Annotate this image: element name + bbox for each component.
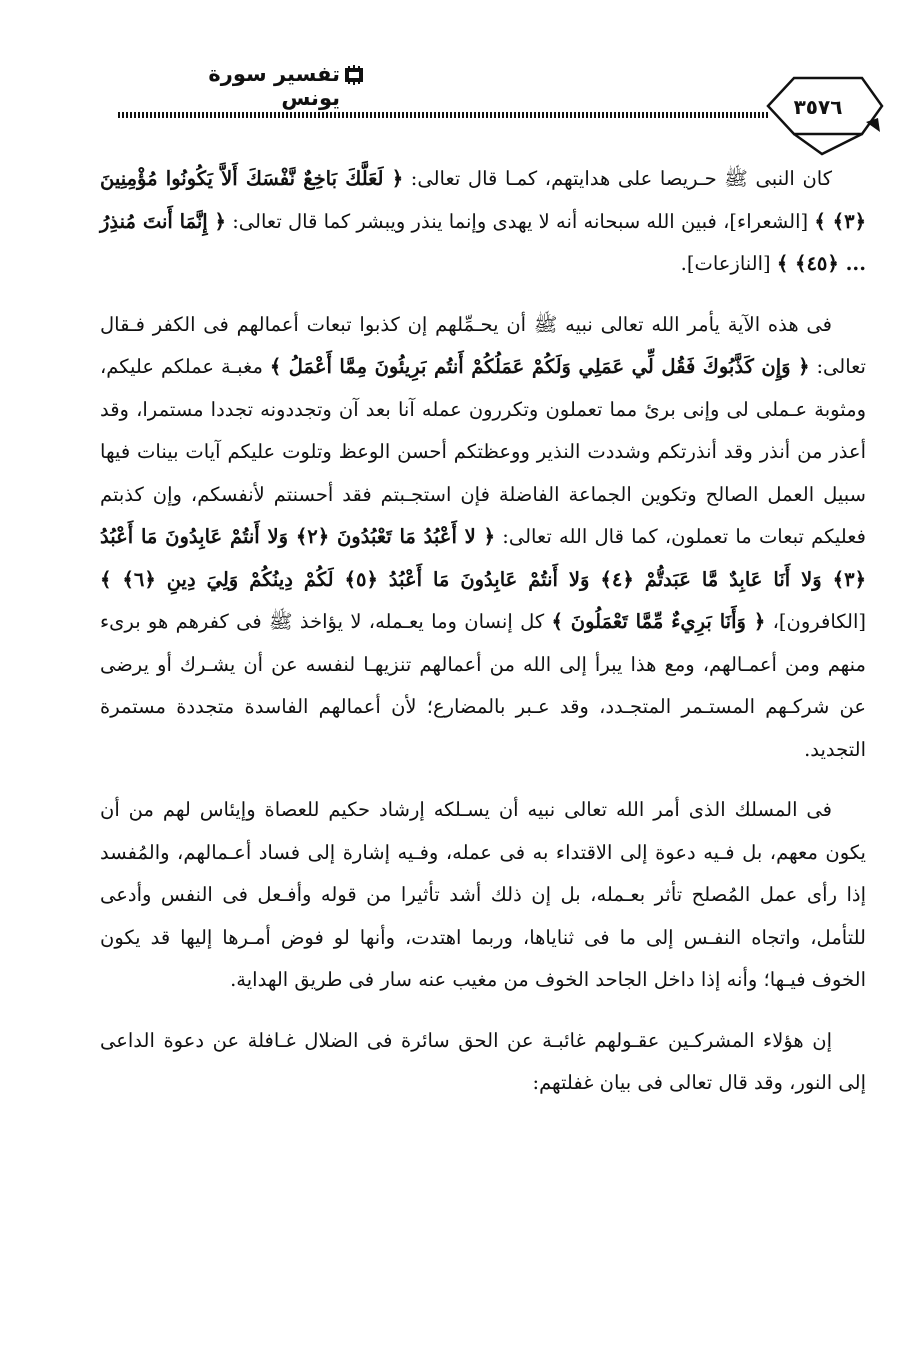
paragraph-3: [100, 789, 866, 1002]
text-run: [الكافرون]،: [765, 610, 866, 633]
text-run: [الشعراء]، فبين الله سبحانه أنه لا يهدى وإنما ينذر ويبشر كما قال تعالى:: [225, 209, 815, 233]
header-ornament-icon: [343, 64, 365, 86]
paragraph-4: [100, 1020, 866, 1105]
quran-verse: ﴿ وَأَنَا بَرِيءٌ مِّمَّا تَعْمَلُونَ ﴾: [551, 610, 766, 633]
text-run: كل إنسان وما يعـمله، لا يؤاخذ ﷺ فى كفرهم هو برىء منهم ومن أعمـالهم، ومع هذا يبرأ إلى الله من أعمالهم تنزيهـا لنفسه عن أن يشـرك أو يرضى عن شركـهم المستـمر المتجـدد، وقد عـبر بالمضارع؛ لأن أعمالهم الفاسدة متجددة مستمرة التجديد.: [100, 610, 866, 761]
quran-verse: ﴿ وَإِن كَذَّبُوكَ فَقُل لِّي عَمَلِي وَلَكُمْ عَمَلُكُمْ أَنتُم بَرِيئُونَ مِمَّا أَعْمَلُ ﴾: [269, 355, 810, 378]
quran-verse: ﴿ لا أَعْبُدُ مَا تَعْبُدُونَ ﴿٢﴾ وَلا أَنتُمْ عَابِدُونَ مَا أَعْبُدُ ﴿٣﴾ وَلا أَنَا عَابِدٌ مَّا عَبَدتُّمْ ﴿٤﴾ وَلا أَنتُمْ عَابِدُونَ مَا أَعْبُدُ ﴿٥﴾ لَكُمْ دِينُكُمْ وَلِيَ دِينِ ﴿٦﴾ ﴾: [100, 525, 866, 591]
text-run: كان النبى ﷺ حـريصا على هدايتهم، كمـا قال تعالى:: [403, 167, 833, 190]
paragraph-2: [100, 304, 866, 772]
body-text: [100, 158, 866, 1123]
text-run: مغبـة عملكم عليكم، ومثوبة عـملى لى وإنى برئ مما تعملون وتكررون عمله آنا بعد آن وتجددونه تجددا مستمرا، وقد أعذر من أنذر وقد أنذرتكم وشددت النذير ووعظتكم أحسن الوعظ وتلوت عليكم آيات بينات فيها سبيل العمل الصالح وتكوين الجماعة الفاضلة فإن استجـبتم فقد أحسنتم لأنفسكم، وإن كذبتم فعليكم تبعات ما تعملون، كما قال الله تعالى:: [100, 355, 866, 548]
text-run: [النازعات].: [680, 252, 777, 275]
header-dotted-rule: [118, 112, 770, 118]
text-run: فى المسلك الذى أمر الله تعالى نبيه أن يسـلكه إرشاد حكيم للعصاة وإيئاس لهم من أن يكون معهم، بل فـيه دعوة إلى الاقتداء به فى عمله، وفـيه إشارة إلى فساد أعـمالهم، والمُفسد إذا رأى عمل المُصلح تأثر بعـمله، بل إن ذلك أشد تأثيرا من قوله وأفـعل فى النفس وأدعى للتأمل، واتجاه النفـس إلى ما فى ثناياها، وربما اهتدت، وأنها لو فوض أمـرها إليها قد يكون الخوف فيـها؛ وأنه إذا داخل الجاحد الخوف من مغيب عنه سار فى طريق الهداية.: [100, 798, 866, 991]
page-number: ٣٥٧٦: [793, 95, 843, 119]
quran-verse: ﴿ لَعَلَّكَ بَاخِعٌ نَّفْسَكَ أَلاَّ يَكُونُوا مُؤْمِنِينَ ﴿٣﴾ ﴾: [100, 167, 866, 233]
text-run: إن هؤلاء المشركـين عقـولهم غائبـة عن الحق سائرة فى الضلال غـافلة عن دعوة الداعى إلى النور، وقد قال تعالى فى بيان غفلتهم:: [100, 1028, 866, 1094]
paragraph-1: [100, 158, 866, 286]
quran-verse: ﴿ إِنَّمَا أَنتَ مُنذِرُ ... ﴿٤٥﴾ ﴾: [100, 209, 866, 275]
text-run: فى هذه الآية يأمر الله تعالى نبيه ﷺ أن يحـمِّلهم إن كذبوا تبعات أعمالهم فى الكفر فـقال تعالى:: [100, 312, 866, 378]
running-header-title: تفسير سورة يونس: [208, 62, 340, 110]
